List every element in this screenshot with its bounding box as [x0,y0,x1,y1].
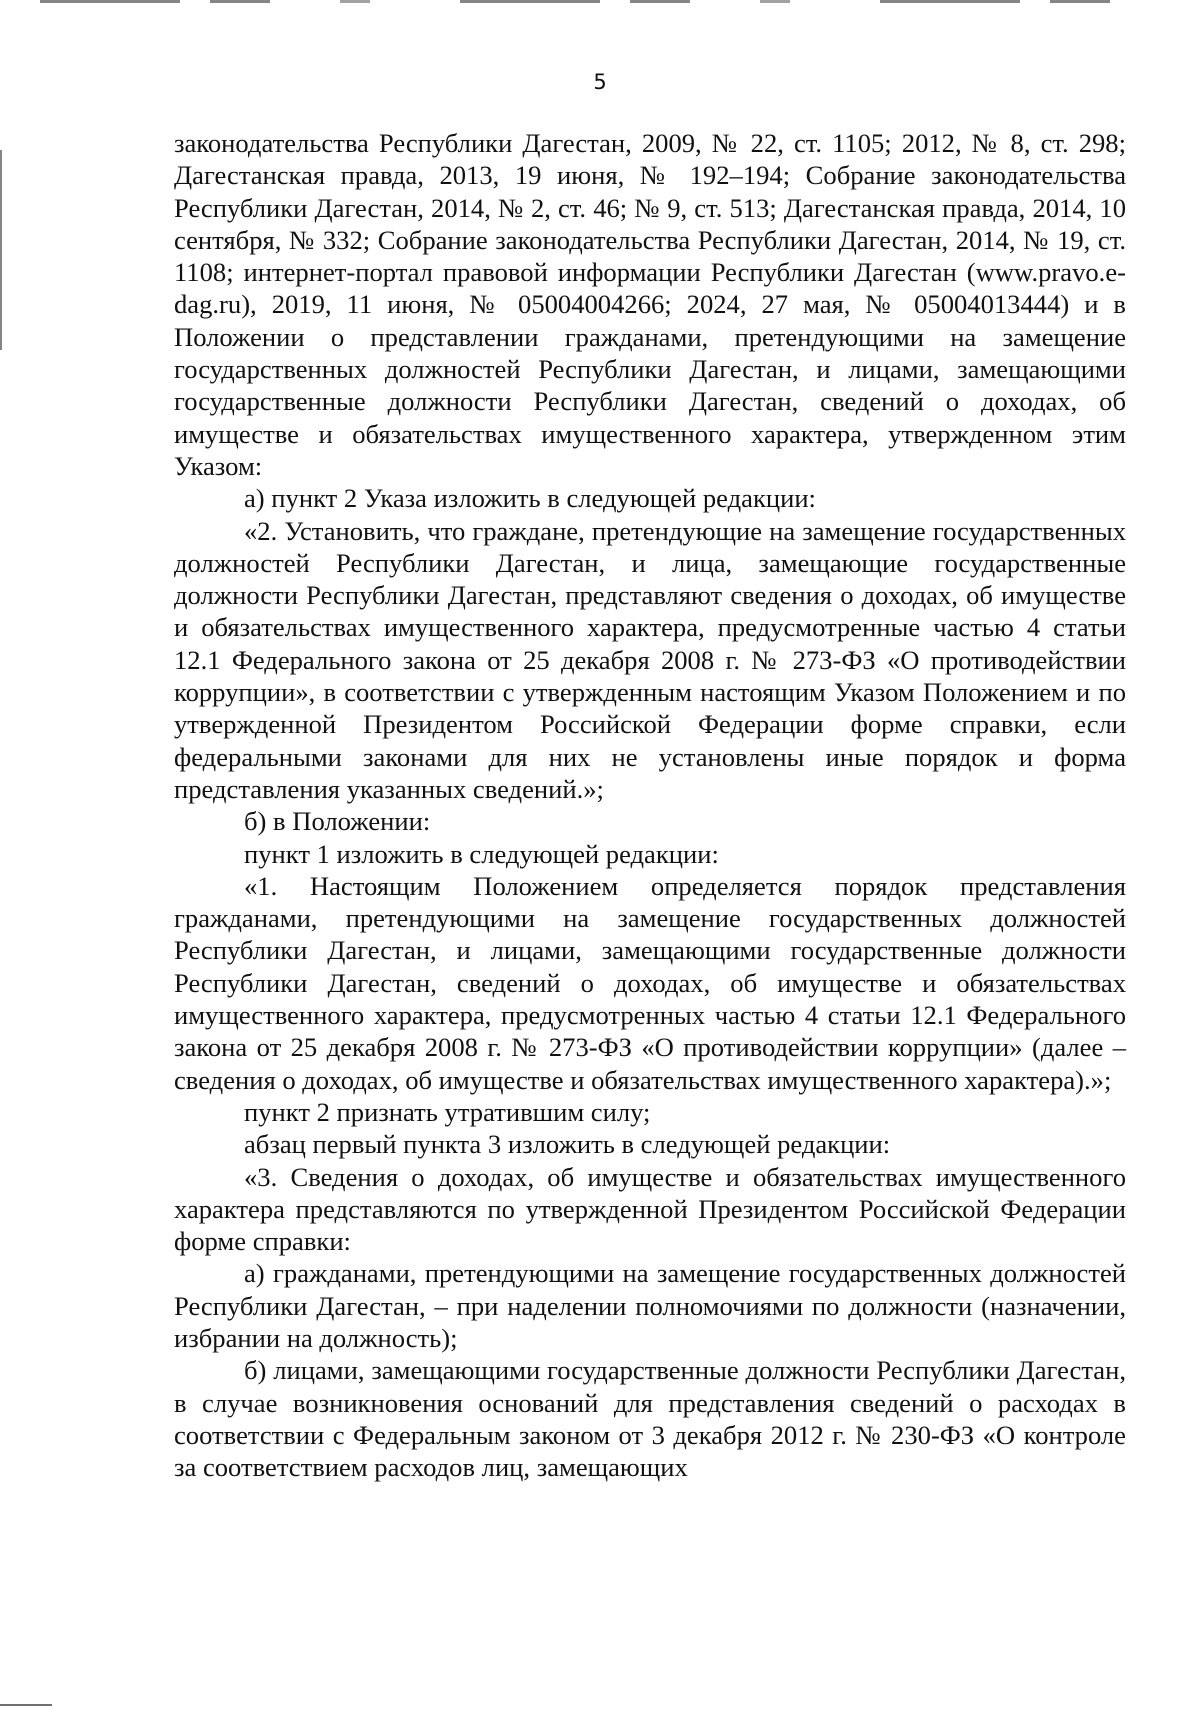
paragraph-point-2: пункт 2 признать утратившим силу; [244,1096,651,1127]
scan-edge-left [0,150,2,350]
document-body [174,127,1126,1483]
paragraph-item-b: б) в Положении: [244,806,431,837]
paragraph-quote-2: «2. Установить, что граждане, претендующие на замещение государственных должностей Республики Дагестан, и лица, замещающие государственные должности Республики Дагестан, представляют сведения о доходах, об имуществе и обязательствах имущественного характера, предусмотренные частью 4 статьи 12.1 Федерального закона от 25 декабря 2008 г. № 273-ФЗ «О противодействии коррупции», в соответствии с утвержденным настоящим Указом Положением и по утвержденной Президентом Российской Федерации форме справки, если федеральными законами для них не установлены иные порядок и форма представления указанных сведений.»; [174,515,1126,804]
paragraph-point-3-heading: абзац первый пункта 3 изложить в следующей редакции: [244,1129,891,1160]
paragraph-subitem-a: а) гражданами, претендующими на замещение государственных должностей Республики Дагестан, – при наделении полномочиями по должности (назначении, избрании на должность); [174,1258,1126,1353]
scan-edge-top [40,0,1160,3]
paragraph-item-a: а) пункт 2 Указа изложить в следующей редакции: [244,483,816,514]
paragraph-point-1-heading: пункт 1 изложить в следующей редакции: [244,838,719,869]
paragraph-continuation: законодательства Республики Дагестан, 2009, № 22, ст. 1105; 2012, № 8, ст. 298; Дагестанская правда, 2013, 19 июня, № 192–194; Собрание законодательства Республики Дагестан, 2014, № 2, ст. 46; № 9, ст. 513; Дагестанская правда, 2014, 10 сентября, № 332; Собрание законодательства Республики Дагестан, 2014, № 19, ст. 1108; интернет-портал правовой информации Республики Дагестан (www.pravo.e-dag.ru), 2019, 11 июня, № 05004004266; 2024, 27 мая, № 05004013444) и в Положении о представлении гражданами, претендующими на замещение государственных должностей Республики Дагестан, и лицами, замещающими государственные должности Республики Дагестан, сведений о доходах, об имуществе и обязательствах имущественного характера, утвержденном этим Указом: [174,128,1126,481]
scan-edge-bottom [0,1704,52,1706]
paragraph-quote-3: «3. Сведения о доходах, об имуществе и обязательствах имущественного характера представляются по утвержденной Президентом Российской Федерации форме справки: [174,1161,1126,1257]
paragraph-subitem-b: б) лицами, замещающими государственные должности Республики Дагестан, в случае возникновения оснований для представления сведений о расходах в соответствии с Федеральным законом от 3 декабря 2012 г. № 230-ФЗ «О контроле за соответствием расходов лиц, замещающих [174,1355,1126,1483]
page-number: 5 [593,70,607,94]
paragraph-quote-1: «1. Настоящим Положением определяется порядок представления гражданами, претендующими на замещение государственных должностей Республики Дагестан, и лицами, замещающими государственные должности Республики Дагестан, сведений о доходах, об имуществе и обязательствах имущественного характера, предусмотренных частью 4 статьи 12.1 Федерального закона от 25 декабря 2008 г. № 273-ФЗ «О противодействии коррупции» (далее – сведения о доходах, об имуществе и обязательствах имущественного характера).»; [174,870,1126,1095]
